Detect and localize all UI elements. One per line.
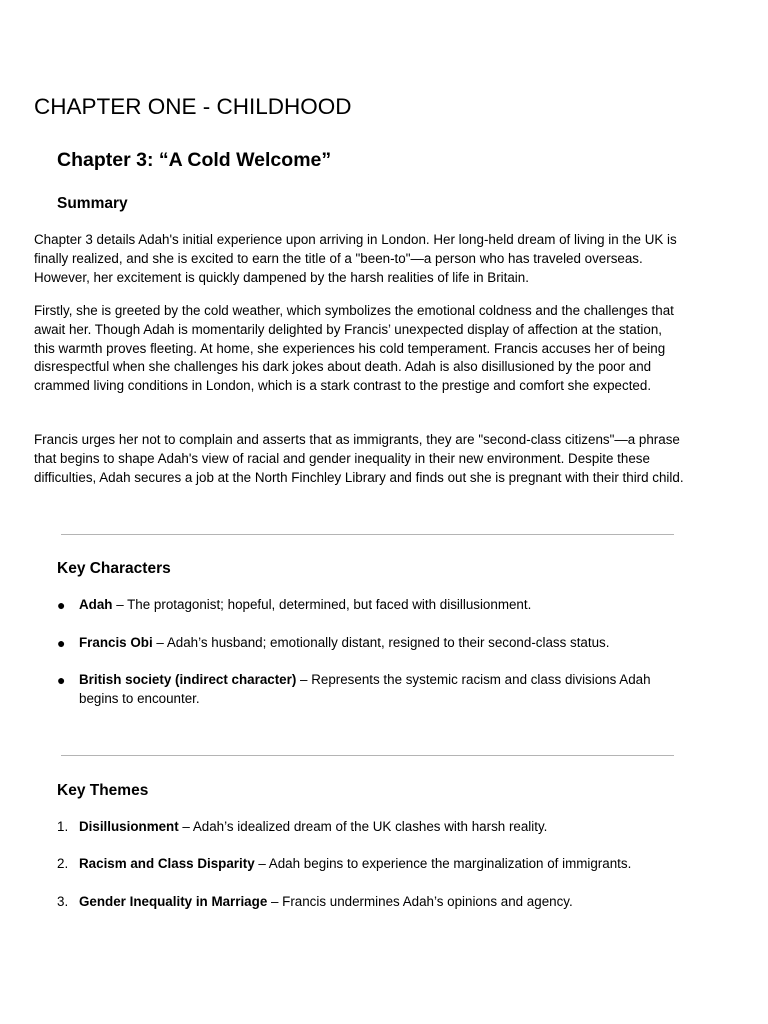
summary-heading: Summary — [57, 195, 128, 212]
list-item — [57, 634, 682, 653]
key-characters-heading: Key Characters — [57, 560, 171, 577]
list-item-text — [79, 671, 682, 709]
list-item-text — [79, 596, 682, 615]
list-number: 3. — [57, 894, 69, 909]
key-themes-heading: Key Themes — [57, 782, 149, 799]
theme-name: Disillusionment — [79, 819, 179, 834]
list-number: 2. — [57, 856, 69, 871]
list-item — [57, 818, 682, 837]
theme-name: Gender Inequality in Marriage — [79, 894, 268, 909]
chapter-title: Chapter 3: “A Cold Welcome” — [57, 149, 332, 171]
summary-paragraph-3: Francis urges her not to complain and asserts that as immigrants, they are "second-class citizens"—a phrase that begins to shape Adah's view of racial and gender inequality in their new environment. Despite these difficulties, Adah secures a job at the North Finchley Library and finds out she is pregnant with their third child. — [34, 432, 684, 485]
list-number: 1. — [57, 819, 69, 834]
section-divider — [61, 534, 674, 535]
character-name: Adah — [79, 597, 113, 612]
summary-paragraph-1: Chapter 3 details Adah's initial experience upon arriving in London. Her long-held dream of living in the UK is finally realized, and she is excited to earn the title of a "been-to"—a person who has traveled overseas. However, her excitement is quickly dampened by the harsh realities of life in Britain. — [34, 232, 677, 285]
theme-description: – Francis undermines Adah’s opinions and agency. — [267, 894, 573, 909]
section-divider — [61, 755, 674, 756]
character-description: – Represents the systemic racism and class divisions Adah begins to encounter. — [79, 672, 651, 706]
list-item — [57, 671, 682, 709]
list-item — [57, 596, 682, 615]
chapter-heading: CHAPTER ONE - CHILDHOOD — [34, 94, 352, 119]
theme-description: – Adah begins to experience the marginalization of immigrants. — [254, 856, 632, 871]
list-item — [57, 893, 682, 912]
character-name: British society (indirect character) — [79, 672, 297, 687]
summary-paragraph-2: Firstly, she is greeted by the cold weather, which symbolizes the emotional coldness and the challenges that await her. Though Adah is momentarily delighted by Francis’ unexpected display of affection at the station, this warmth proves fleeting. At home, she experiences his cold temperament. Francis accuses her of being disrespectful when she challenges his dark jokes about death. Adah is also disillusioned by the poor and crammed living conditions in London, which is a stark contrast to the prestige and comfort she expected. — [34, 303, 674, 394]
list-item-text — [79, 855, 682, 874]
character-name: Francis Obi — [79, 635, 153, 650]
character-description: – Adah’s husband; emotionally distant, resigned to their second-class status. — [152, 635, 610, 650]
bullet-icon: ● — [57, 597, 66, 613]
list-item — [57, 855, 682, 874]
list-item-text — [79, 893, 682, 912]
character-description: – The protagonist; hopeful, determined, but faced with disillusionment. — [112, 597, 532, 612]
list-item-text — [79, 818, 682, 837]
bullet-icon: ● — [57, 635, 66, 651]
theme-description: – Adah’s idealized dream of the UK clashes with harsh reality. — [178, 819, 548, 834]
list-item-text — [79, 634, 682, 653]
bullet-icon: ● — [57, 672, 66, 688]
theme-name: Racism and Class Disparity — [79, 856, 255, 871]
